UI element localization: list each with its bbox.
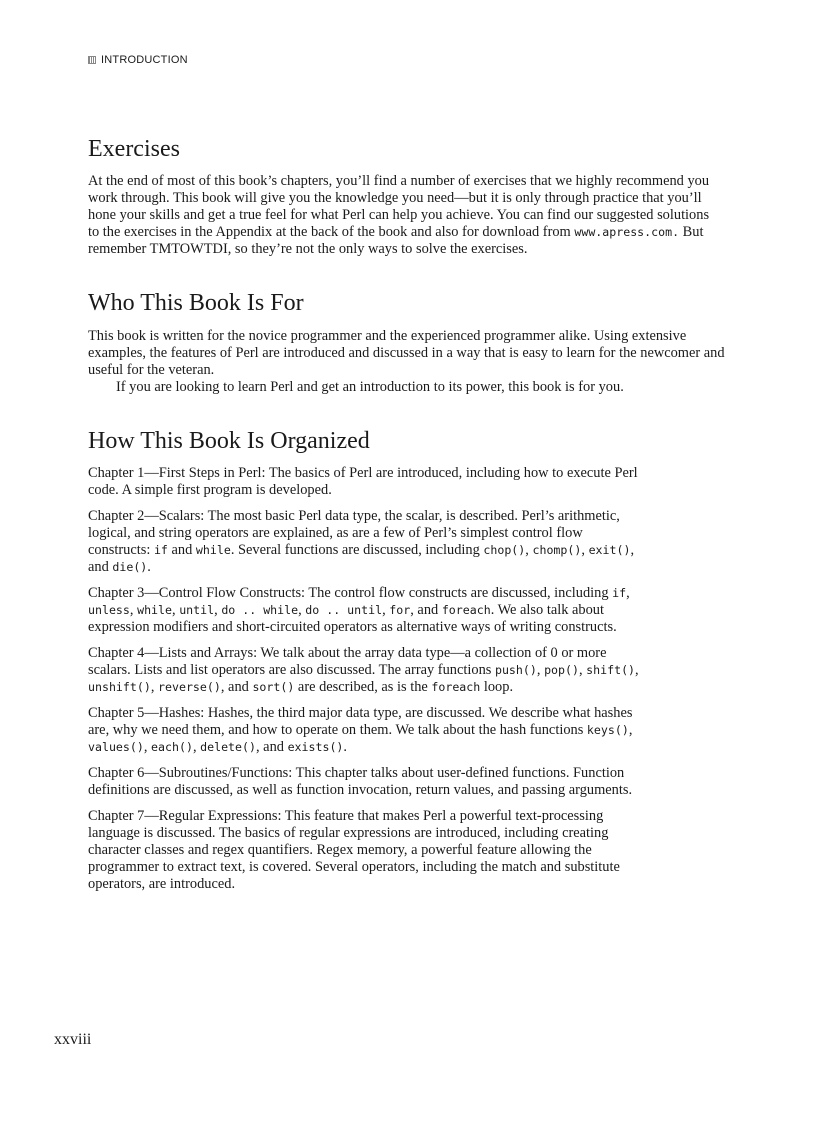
section-organization	[88, 428, 644, 893]
section-marker-icon	[88, 56, 96, 64]
apress-url: www.apress.com.	[574, 225, 680, 240]
section-audience	[88, 290, 728, 395]
chapter-5-summary: Chapter 5—Hashes: Hashes, the third major data type, are discussed. We describe what hashes are, why we need them, and how to operate on them. We talk about the hash functions keys(), values(), each(), delete(), and exists().	[88, 705, 633, 756]
running-head-text: INTRODUCTION	[101, 54, 188, 66]
running-head	[88, 54, 188, 66]
chapter-1-summary: Chapter 1—First Steps in Perl: The basics of Perl are introduced, including how to execute Perl code. A simple first program is developed.	[88, 465, 638, 499]
heading-audience: Who This Book Is For	[88, 290, 304, 317]
page-number: xxviii	[54, 1031, 92, 1048]
section-exercises	[88, 136, 728, 258]
chapter-7-summary: Chapter 7—Regular Expressions: This feature that makes Perl a powerful text-processing language is discussed. The basics of regular expressions are introduced, including creating character classes and regex quantifiers. Regex memory, a powerful feature allowing the programmer to extract text, is covered. Several operators, including the match and substitute operators, are introduced.	[88, 808, 620, 893]
paragraph-audience-2: If you are looking to learn Perl and get an introduction to its power, this book is for you.	[116, 378, 624, 395]
paragraph-exercises: At the end of most of this book’s chapters, you’ll find a number of exercises that we highly recommend you work through. This book will give you the knowledge you need—but it is only through practice that you’ll hone your skills and get a true feel for what Perl can help you achieve. You can find our suggested solutions to the exercises in the Appendix at the back of the book and also for download from www.apress.com. But remember TMTOWTDI, so they’re not the only ways to solve the exercises.	[88, 173, 710, 258]
chapter-6-summary: Chapter 6—Subroutines/Functions: This chapter talks about user-defined functions. Function definitions are discussed, as well as function invocation, return values, and passing arguments.	[88, 765, 633, 799]
chapter-4-summary: Chapter 4—Lists and Arrays: We talk about the array data type—a collection of 0 or more scalars. Lists and list operators are also discussed. The array functions push(), pop(), shift(), unshift(), reverse(), and sort() are described, as is the foreach loop.	[88, 645, 639, 696]
page-content	[88, 136, 728, 902]
heading-exercises: Exercises	[88, 136, 180, 162]
heading-organization: How This Book Is Organized	[88, 427, 370, 454]
chapter-3-summary: Chapter 3—Control Flow Constructs: The control flow constructs are discussed, including if, unless, while, until, do .. while, do .. until, for, and foreach. We also talk about expression modifiers and short-circuited operators as alternative ways of writing constructs.	[88, 585, 630, 636]
paragraph-audience-1: This book is written for the novice programmer and the experienced programmer alike. Using extensive examples, the features of Perl are introduced and discussed in a way that is easy to learn for the newcomer and useful for the veteran.	[88, 327, 725, 378]
chapter-2-summary: Chapter 2—Scalars: The most basic Perl data type, the scalar, is described. Perl’s arithmetic, logical, and string operators are explained, as are a few of Perl’s simplest control flow constructs: if and while. Several functions are discussed, including chop(), chomp(), exit(), and die().	[88, 508, 635, 576]
